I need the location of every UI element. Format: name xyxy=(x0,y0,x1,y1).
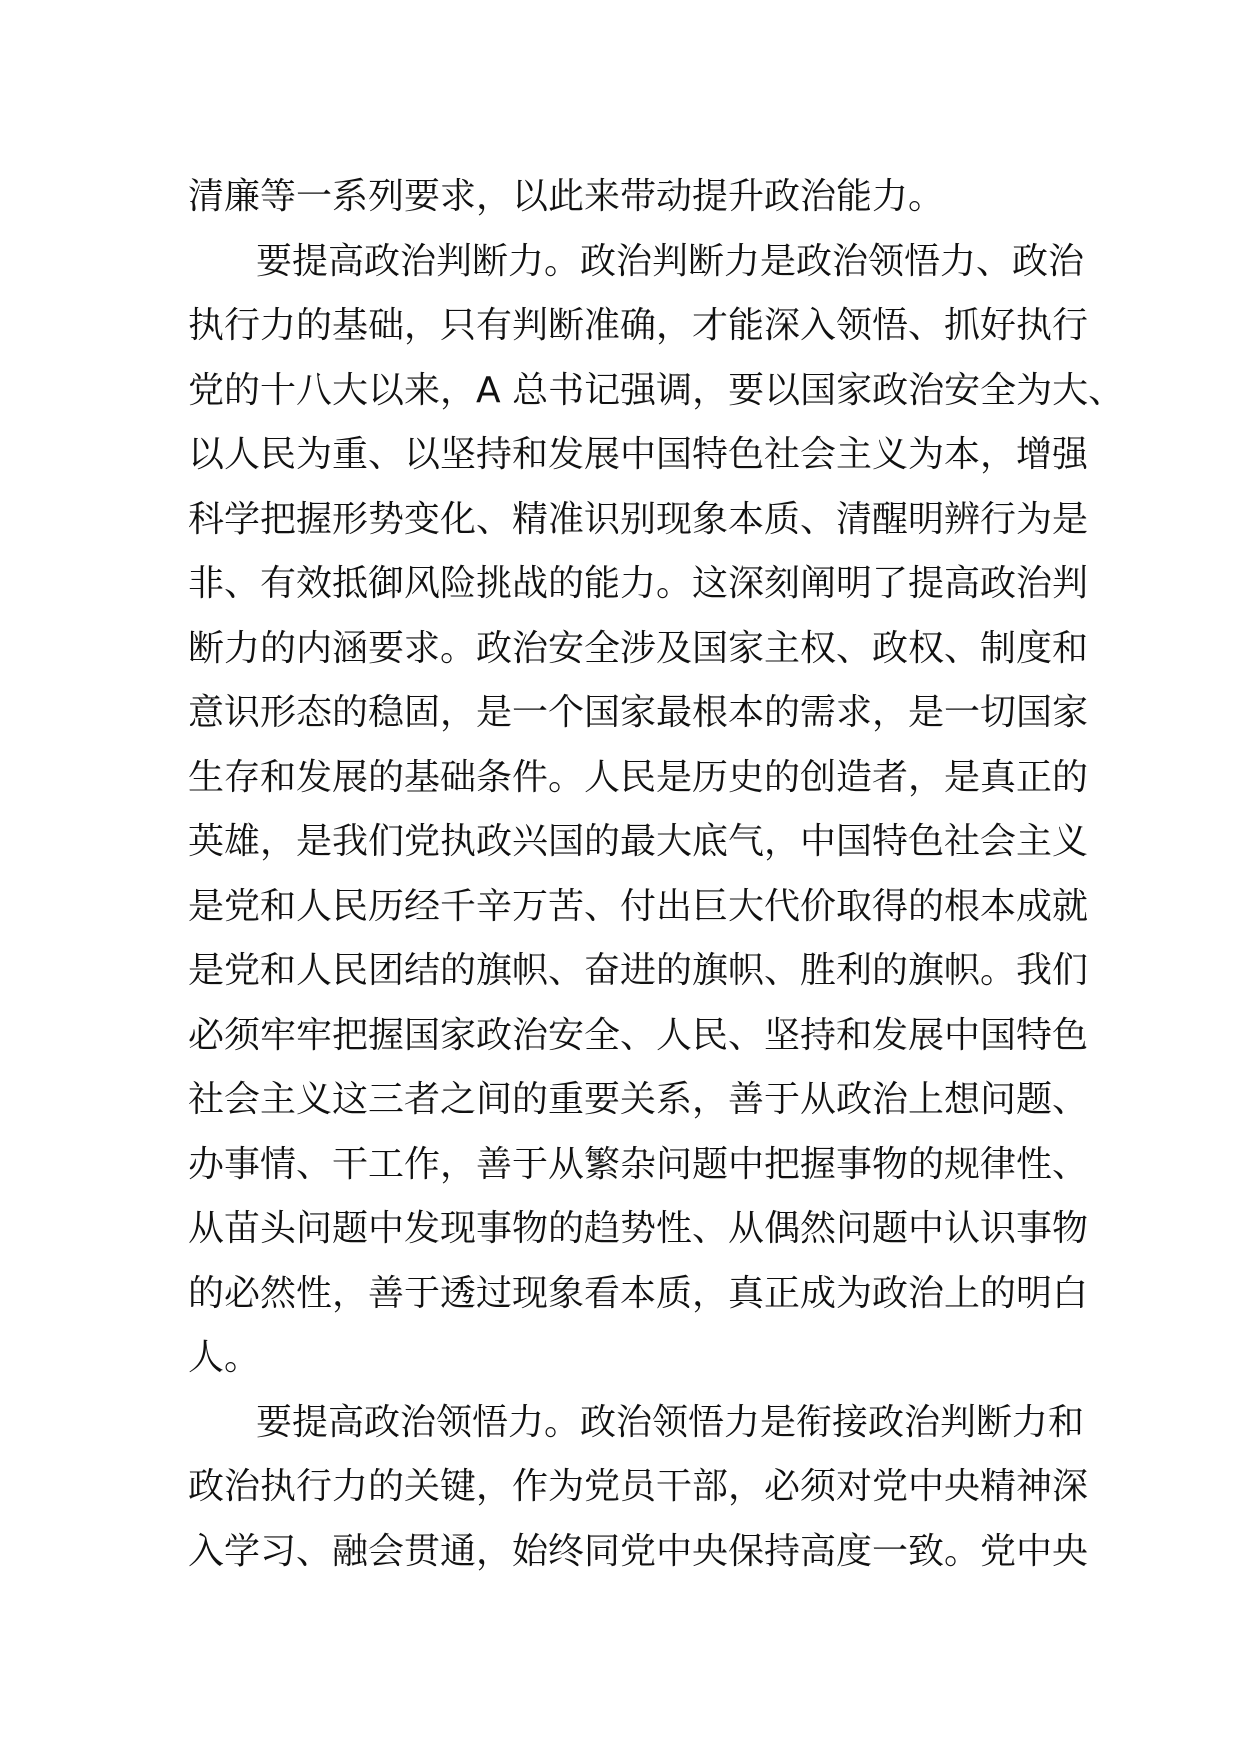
text-line: 的必然性，善于透过现象看本质，真正成为政治上的明白 xyxy=(188,1272,1089,1314)
text-line: 人。 xyxy=(188,1337,261,1378)
paragraph-first-line: 要提高政治判断力。政治判断力是政治领悟力、政治 xyxy=(256,240,1085,282)
paragraph-first-line: 要提高政治领悟力。政治领悟力是衔接政治判断力和 xyxy=(256,1401,1085,1443)
text-line: 以人民为重、以坚持和发展中国特色社会主义为本，增强 xyxy=(188,434,1089,475)
text-line: 党的十八大以来，A 总书记强调，要以国家政治安全为大、 xyxy=(188,369,1125,411)
text-line: 是党和人民历经千辛万苦、付出巨大代价取得的根本成就 xyxy=(188,885,1089,927)
text-line: 生存和发展的基础条件。人民是历史的创造者，是真正的 xyxy=(188,756,1089,798)
text-line: 断力的内涵要求。政治安全涉及国家主权、政权、制度和 xyxy=(188,627,1089,669)
text-line: 英雄，是我们党执政兴国的最大底气，中国特色社会主义 xyxy=(188,821,1089,862)
document-body xyxy=(188,165,1125,1584)
text-line: 清廉等一系列要求，以此来带动提升政治能力。 xyxy=(188,176,945,217)
text-line: 必须牢牢把握国家政治安全、人民、坚持和发展中国特色 xyxy=(188,1014,1089,1056)
text-line: 非、有效抵御风险挑战的能力。这深刻阐明了提高政治判 xyxy=(188,563,1089,604)
text-line: 办事情、干工作，善于从繁杂问题中把握事物的规律性、 xyxy=(188,1143,1089,1185)
text-line: 是党和人民团结的旗帜、奋进的旗帜、胜利的旗帜。我们 xyxy=(188,950,1089,991)
text-line: 执行力的基础，只有判断准确，才能深入领悟、抓好执行 xyxy=(188,305,1089,346)
text-line: 入学习、融会贯通，始终同党中央保持高度一致。党中央 xyxy=(188,1530,1089,1572)
text-line: 社会主义这三者之间的重要关系，善于从政治上想问题、 xyxy=(188,1079,1089,1120)
text-line: 从苗头问题中发现事物的趋势性、从偶然问题中认识事物 xyxy=(188,1208,1089,1249)
text-line: 科学把握形势变化、精准识别现象本质、清醒明辨行为是 xyxy=(188,498,1089,540)
text-line: 意识形态的稳固，是一个国家最根本的需求，是一切国家 xyxy=(188,692,1089,733)
text-line: 政治执行力的关键，作为党员干部，必须对党中央精神深 xyxy=(188,1466,1089,1507)
